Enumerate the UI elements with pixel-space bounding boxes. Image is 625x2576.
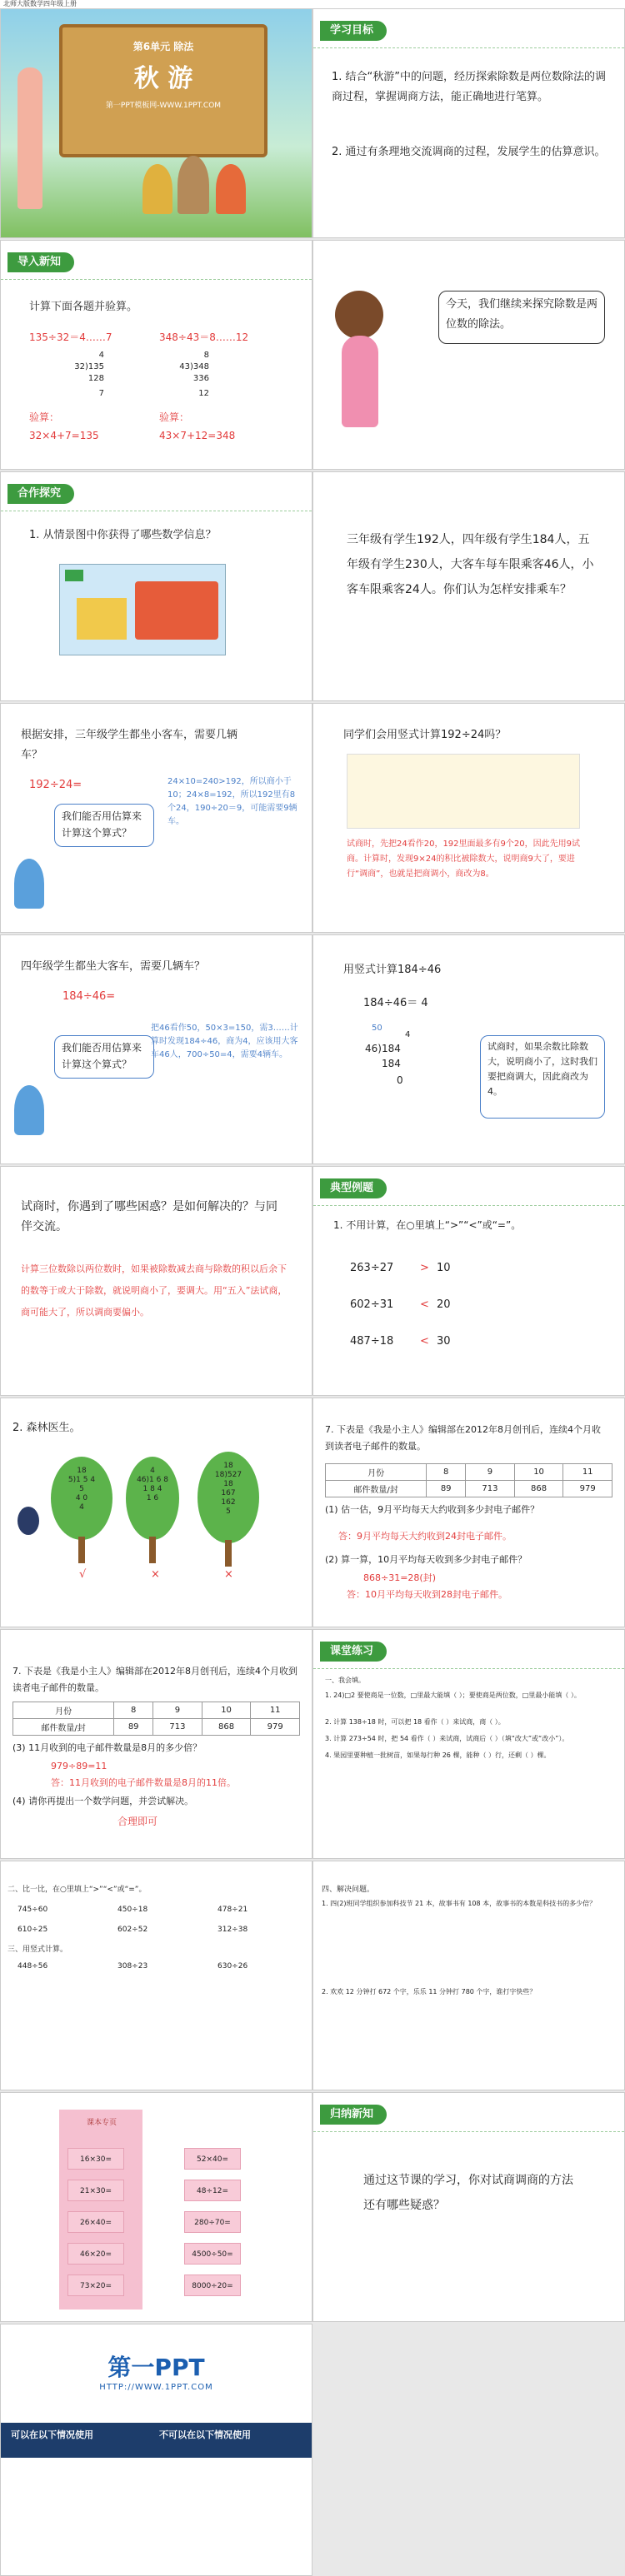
calc2-remainder: 12	[198, 389, 209, 398]
quotient: 4	[405, 1030, 411, 1039]
expr-a: 745÷60	[18, 1906, 48, 1914]
estimate-value: 50	[372, 1024, 382, 1033]
tree-calc-1: 18 5)1 5 4 5 4 0 4	[68, 1467, 96, 1512]
value-3: 30	[437, 1335, 451, 1348]
calc-a: 448÷56	[18, 1962, 48, 1971]
section-tag: 学习目标	[320, 21, 387, 41]
product: 184	[382, 1058, 401, 1069]
page-header: 北师大版数学四年级上册	[0, 0, 625, 8]
usage-allowed: 可以在以下情况使用	[11, 2429, 93, 2440]
section-tag: 归纳新知	[320, 2105, 387, 2125]
email-table	[325, 1463, 612, 1497]
table-cell: 11	[563, 1464, 612, 1481]
problem-2: 2. 欢欢 12 分钟打 672 个字，乐乐 11 分钟打 780 个字，谁打字快些？	[322, 1988, 537, 1996]
estimate-note: 24×10=240>192，所以商小于10；24×8=192，所以192里有8个24，190÷20＝9，可能需要9辆车。	[168, 777, 298, 826]
table-row	[13, 1719, 300, 1736]
slide-vertical-192[interactable]	[312, 703, 625, 933]
teacher-figure	[18, 67, 42, 209]
exercise-1: 1. 24)□2 要使商是一位数，□里最大能填（ ）；要使商是两位数，□里最小能填（ ）。	[325, 1692, 581, 1699]
question-text: 根据安排，三年级学生都坐小客车，需要几辆车？	[21, 729, 238, 761]
table-header	[326, 1464, 612, 1481]
calc1-remainder: 7	[98, 389, 104, 398]
equation: 184÷46=	[62, 990, 116, 1003]
title-board	[59, 24, 268, 157]
hint-bubble: 试商时，如果余数比除数大，说明商小了，这时我们要把商调大，因此商改为4。	[480, 1035, 605, 1119]
division-setup: 46)184	[365, 1043, 401, 1054]
card: 26×40=	[68, 2211, 124, 2233]
sub-question-1: (1) 估一估，9月平均每天大约收到多少封电子邮件？	[325, 1504, 540, 1515]
slide-compare[interactable]	[0, 1861, 312, 2090]
child-figure-3	[216, 164, 246, 214]
calc1-divisor: 32)135	[74, 362, 104, 371]
exercise-heading: 二、比一比，在○里填上“>”“<”或“=”。	[8, 1886, 147, 1894]
table-cell: 979	[251, 1719, 300, 1736]
site-label: 第一PPT模板网-WWW.1PPT.COM	[105, 102, 222, 110]
card: 16×30=	[68, 2148, 124, 2170]
formula-2: 868÷31=28(封)	[363, 1572, 437, 1583]
answer-4: 合理即可	[118, 1816, 158, 1827]
question-text: 1. 从情景图中你获得了哪些数学信息？	[29, 529, 217, 541]
vertical-calc-image	[347, 754, 580, 829]
mark-1: √	[79, 1568, 87, 1581]
table-cell: 月份	[13, 1702, 114, 1719]
slide-info[interactable]	[312, 471, 625, 701]
estimate-note: 把46看作50，50×3=150，需3……计算时发现184÷46，商为4，应该用大客车46人，700÷50=4，需要4辆车。	[151, 1024, 298, 1059]
answer-2: 答：10月平均每天收到28封电子邮件。	[347, 1589, 508, 1600]
scene-image	[59, 564, 226, 655]
brand-area	[1, 2324, 312, 2423]
card: 4500÷50=	[184, 2243, 241, 2265]
calc2-quotient: 8	[203, 351, 209, 360]
child-figure-2	[178, 156, 209, 214]
value-1: 10	[437, 1262, 451, 1274]
compare-1[interactable]: >	[420, 1262, 429, 1274]
table-header	[13, 1702, 300, 1719]
student-figure	[14, 859, 44, 909]
bus	[77, 598, 127, 640]
goal-2: 2. 通过有条理地交流调商的过程，发展学生的估算意识。	[332, 146, 606, 158]
slide-explore[interactable]	[0, 471, 312, 701]
expr-e: 602÷52	[118, 1926, 148, 1934]
links-area	[1, 2458, 312, 2576]
question-text: 四年级学生都坐大客车，需要几辆车？	[21, 960, 206, 973]
card: 73×20=	[68, 2275, 124, 2296]
slide-import[interactable]	[0, 240, 312, 470]
section-tag: 导入新知	[8, 252, 74, 272]
table-cell: 9	[153, 1702, 202, 1719]
student-bubble: 我们能否用估算来计算这个算式？	[54, 804, 154, 847]
table-row	[326, 1481, 612, 1497]
brand-url[interactable]: HTTP://WWW.1PPT.COM	[99, 2383, 213, 2392]
table-cell: 8	[114, 1702, 153, 1719]
problem-1: 1. 四(2)班同学组织参加科技节 21 本，故事书有 108 本，故事书的本数是科技书的多少倍？	[322, 1900, 597, 1907]
info-text: 三年级有学生192人，四年级有学生184人，五年级有学生230人，大客车每车限乘客46人，小客车限乘客24人。你们认为怎样安排乘车？	[347, 533, 594, 596]
slide-grade3[interactable]	[0, 703, 312, 933]
table-cell: 10	[202, 1702, 251, 1719]
sub-question-4: (4) 请你再提出一个数学问题，并尝试解决。	[12, 1796, 194, 1806]
section-tag: 合作探究	[8, 484, 74, 504]
equation-1: 135÷32＝4……7	[29, 331, 112, 343]
mark-3: ×	[224, 1568, 233, 1581]
exercise-2: 2. 计算 138÷18 时，可以把 18 看作（ ）来试商，商（ ）。	[325, 1718, 505, 1726]
cover-background	[1, 9, 312, 238]
expr-b: 450÷18	[118, 1906, 148, 1914]
explain-note: 试商时，先把24看作20，192里面最多有9个20，因此先用9试商。计算时，发现9×24的积比被除数大，说明商9大了，要进行“调商”，也就是把商调小，商改为8。	[347, 840, 580, 879]
slide-summary[interactable]	[312, 2092, 625, 2322]
slide-cover[interactable]	[0, 8, 312, 238]
equation-2: 348÷43＝8……12	[159, 331, 249, 343]
usage-forbidden: 不可以在以下情况使用	[159, 2429, 251, 2440]
answer-text: 计算三位数除以两位数时，如果被除数减去商与除数的积以后余下的数等于或大于除数，就说明商小了，要调大。用“五入”法试商，商可能大了，所以调商要偏小。	[21, 1263, 288, 1318]
slide-footer-ad[interactable]	[0, 2324, 312, 2576]
question-text: 用竖式计算184÷46	[343, 964, 442, 976]
answer-1: 答：9月平均每天大约收到24封电子邮件。	[338, 1531, 512, 1542]
sub-question-3: (3) 11月收到的电子邮件数量是8月的多少倍？	[12, 1742, 202, 1753]
tree-calc-3: 18 18)527 18 167 162 5	[214, 1462, 242, 1516]
summary-text: 通过这节课的学习，你对试商调商的方法还有哪些疑惑？	[363, 2174, 573, 2212]
check-1: 32×4+7=135	[29, 430, 99, 441]
expr-1: 263÷27	[350, 1262, 394, 1274]
bird-icon	[18, 1507, 39, 1535]
slide-reflection[interactable]	[0, 1166, 312, 1396]
brand-logo: 第一PPT	[108, 2354, 205, 2381]
email-table	[12, 1702, 300, 1736]
card: 48÷12=	[184, 2180, 241, 2201]
tree-trunk-2	[149, 1537, 156, 1563]
scene-sign	[65, 570, 83, 581]
card: 8000÷20=	[184, 2275, 241, 2296]
question-text: 同学们会用竖式计算192÷24吗？	[343, 729, 507, 741]
calc2-divisor: 43)348	[179, 362, 209, 371]
exercise-3: 3. 计算 273÷54 时，把 54 看作（ ）来试商，试商后（ ）（填“改大”或“改小”）。	[325, 1735, 569, 1742]
cover-title: 秋 游	[133, 64, 193, 93]
slide-examples[interactable]	[312, 1166, 625, 1396]
table-cell: 10	[514, 1464, 563, 1481]
student-bubble: 我们能否用估算来计算这个算式？	[54, 1035, 154, 1079]
expr-2: 602÷31	[350, 1298, 394, 1311]
table-cell: 邮件数量/封	[13, 1719, 114, 1736]
slide-goals[interactable]	[312, 8, 625, 238]
card: 280÷70=	[184, 2211, 241, 2233]
calc1-product: 128	[88, 374, 104, 383]
expr-c: 478÷21	[218, 1906, 248, 1914]
divider	[313, 1205, 624, 1206]
card: 46×20=	[68, 2243, 124, 2265]
slide-grade4[interactable]	[0, 934, 312, 1164]
table-cell: 11	[251, 1702, 300, 1719]
question-text: 2. 森林医生。	[12, 1422, 81, 1434]
section-tag: 典型例题	[320, 1178, 387, 1198]
card: 21×30=	[68, 2180, 124, 2201]
check-label-2: 验算：	[159, 411, 190, 423]
expr-f: 312÷38	[218, 1926, 248, 1934]
compare-3[interactable]: <	[420, 1335, 429, 1348]
table-cell: 9	[466, 1464, 515, 1481]
slide-cards[interactable]	[0, 2092, 312, 2322]
check-label-1: 验算：	[29, 411, 60, 423]
divider	[1, 279, 312, 280]
school-gate	[135, 581, 218, 640]
slide-practice[interactable]	[312, 1629, 625, 1859]
divider	[313, 2131, 624, 2132]
unit-label: 第6单元 除法	[132, 41, 194, 52]
check-2: 43×7+12=348	[159, 430, 236, 441]
teacher-body	[342, 336, 378, 427]
equation: 184÷46＝ 4	[363, 997, 428, 1009]
exercise-heading: 一、我会填。	[325, 1677, 365, 1684]
table-cell: 8	[427, 1464, 466, 1481]
tree-calc-2: 4 46)1 6 8 1 8 4 1 6	[137, 1467, 168, 1502]
question-text: 7. 下表是《我是小主人》编辑部在2012年8月创刊后，连续4个月收到读者电子邮件的数量。	[325, 1424, 601, 1452]
sub-question-2: (2) 算一算，10月平均每天收到多少封电子邮件？	[325, 1554, 528, 1565]
divider	[313, 1668, 624, 1669]
student-figure	[14, 1085, 44, 1135]
calc1-quotient: 4	[98, 351, 104, 360]
answer-3: 答：11月收到的电子邮件数量是8月的11倍。	[51, 1777, 236, 1788]
mark-2: ×	[151, 1568, 160, 1581]
slide-email-1[interactable]	[312, 1398, 625, 1627]
slide-problems[interactable]	[312, 1861, 625, 2090]
table-cell: 89	[427, 1481, 466, 1497]
card: 52×40=	[184, 2148, 241, 2170]
slide-teacher-intro[interactable]	[312, 240, 625, 470]
expr-3: 487÷18	[350, 1335, 394, 1348]
card-caption: 课本专页	[86, 2119, 117, 2127]
speech-bubble: 今天，我们继续来探究除数是两位数的除法。	[438, 291, 605, 344]
child-figure-1	[142, 164, 172, 214]
exercise-4: 4. 果园里要种植一批树苗，如果每行种 26 棵，能种（ ）行，还剩（ ）棵。	[325, 1751, 551, 1759]
tree-trunk-3	[225, 1540, 232, 1567]
calc-c: 630÷26	[218, 1962, 248, 1971]
table-cell: 89	[114, 1719, 153, 1736]
table-cell: 713	[153, 1719, 202, 1736]
divider	[313, 47, 624, 48]
formula-3: 979÷89=11	[51, 1761, 108, 1771]
calc2-product: 336	[192, 374, 209, 383]
slide-email-2[interactable]	[0, 1629, 312, 1859]
equation: 192÷24=	[29, 779, 82, 791]
prompt-text: 计算下面各题并验算。	[29, 301, 138, 313]
calc-heading: 三、用竖式计算。	[8, 1946, 68, 1954]
table-cell: 979	[563, 1481, 612, 1497]
calc-b: 308÷23	[118, 1962, 148, 1971]
goal-1: 1. 结合“秋游”中的问题，经历探索除数是两位数除法的调商过程，掌握调商方法，能正确地进行笔算。	[332, 71, 607, 103]
table-cell: 868	[202, 1719, 251, 1736]
table-cell: 月份	[326, 1464, 427, 1481]
teacher-head	[335, 291, 383, 339]
table-cell: 713	[466, 1481, 515, 1497]
table-cell: 868	[514, 1481, 563, 1497]
usage-band	[1, 2423, 312, 2458]
question-text: 1. 不用计算，在○里填上“>”“<”或“=”。	[333, 1219, 522, 1231]
section-tag: 课堂练习	[320, 1642, 387, 1662]
value-2: 20	[437, 1298, 451, 1311]
remainder: 0	[397, 1074, 403, 1086]
question-text: 7. 下表是《我是小主人》编辑部在2012年8月创刊后，连续4个月收到读者电子邮件的数量。	[12, 1666, 298, 1693]
table-cell: 邮件数量/封	[326, 1481, 427, 1497]
question-text: 试商时，你遇到了哪些困惑？是如何解决的？与同伴交流。	[21, 1200, 278, 1233]
slide-forest-doctor[interactable]	[0, 1398, 312, 1627]
tree-trunk-1	[78, 1537, 85, 1563]
expr-d: 610÷25	[18, 1926, 48, 1934]
compare-2[interactable]: <	[420, 1298, 429, 1311]
slide-vertical-184[interactable]	[312, 934, 625, 1164]
exercise-heading: 四、解决问题。	[322, 1886, 375, 1894]
